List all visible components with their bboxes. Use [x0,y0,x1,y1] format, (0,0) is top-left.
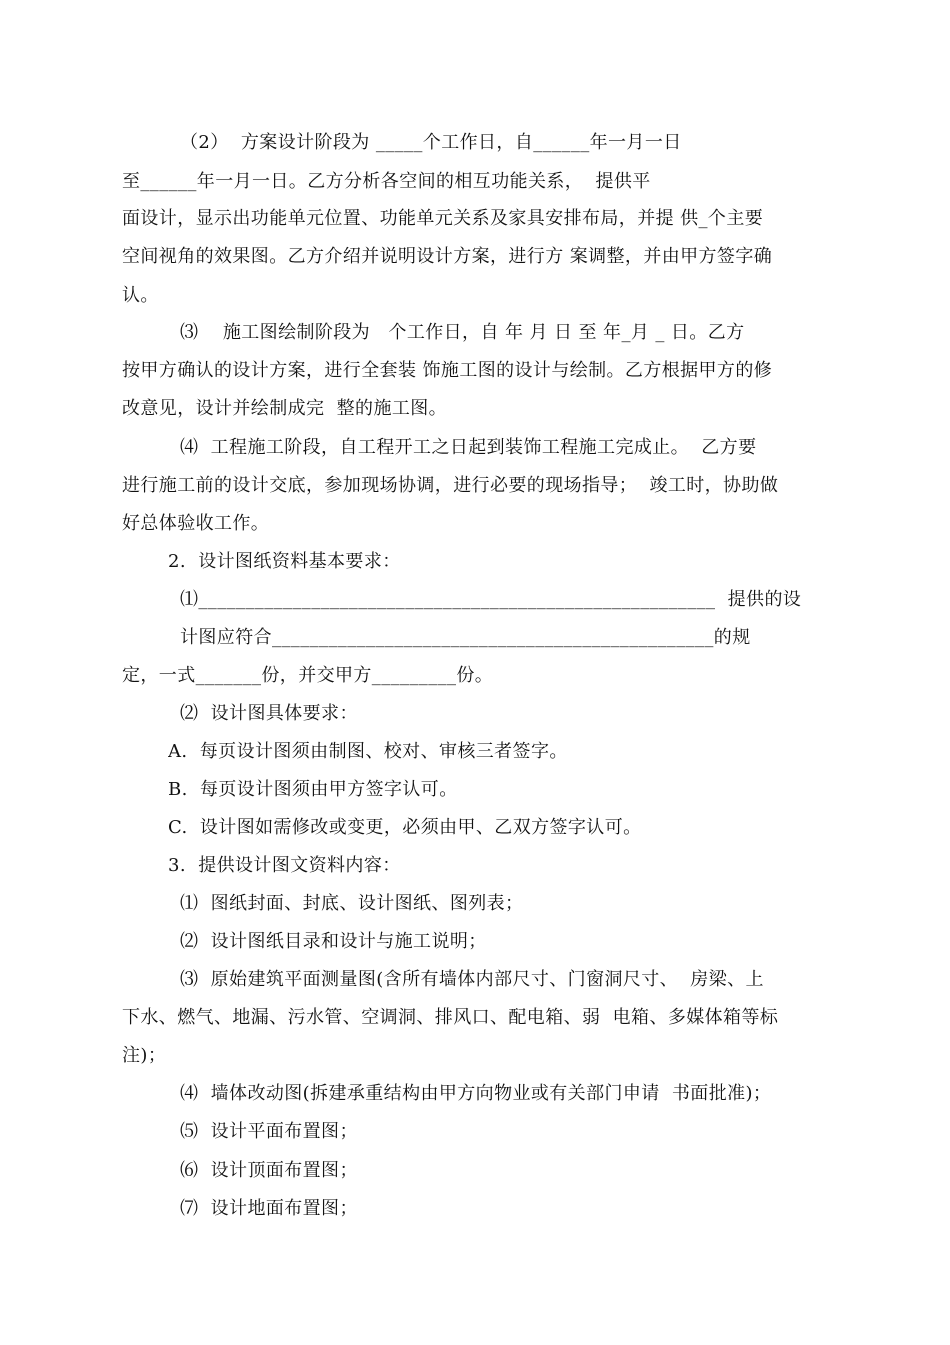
paragraph-line: 面设计，显示出功能单元位置、功能单元关系及家具安排布局，并提 供_个主要 [122,208,764,229]
paragraph-line: 改意见，设计并绘制成完 整的施工图。 [122,398,448,419]
list-item: ⑹ 设计顶面布置图； [180,1160,358,1181]
list-item: ⑺ 设计地面布置图； [180,1198,358,1219]
section-heading: 2. 设计图纸资料基本要求： [168,551,401,572]
paragraph-line: 空间视角的效果图。乙方介绍并说明设计方案，进行方 案调整，并由甲方签字确 [122,246,773,267]
paragraph-line: ⑴_______________________________________________________ 提供的设 [180,589,802,610]
paragraph-line: 至______年一月一日。乙方分析各空间的相互功能关系， 提供平 [122,171,651,192]
section-heading: 3. 提供设计图文资料内容： [168,855,401,876]
list-item: ⑵ 设计图具体要求： [180,703,358,724]
paragraph-line: 下水、燃气、地漏、污水管、空调洞、排风口、配电箱、弱 电箱、多媒体箱等标 [122,1007,779,1028]
paragraph-line: 注)； [122,1045,167,1066]
paragraph-line: 进行施工前的设计交底，参加现场协调，进行必要的现场指导； 竣工时，协助做 [122,475,779,496]
list-item: ⑴ 图纸封面、封底、设计图纸、图列表； [180,893,524,914]
list-item: ⑶ 原始建筑平面测量图(含所有墙体内部尺寸、门窗洞尺寸、 房梁、上 [180,969,764,990]
paragraph-line: （2） 方案设计阶段为 _____个工作日，自______年一月一日 [180,132,682,153]
list-item: ⑸ 设计平面布置图； [180,1121,358,1142]
list-item: A. 每页设计图须由制图、校对、审核三者签字。 [168,741,568,762]
paragraph-line: 按甲方确认的设计方案，进行全套装 饰施工图的设计与绘制。乙方根据甲方的修 [122,360,773,381]
list-item: ⑷ 墙体改动图(拆建承重结构由甲方向物业或有关部门申请 书面批准)； [180,1083,772,1104]
paragraph-line: ⑶ 施工图绘制阶段为 个工作日，自 年 月 日 至 年_月 _ 日。乙方 [180,322,745,343]
paragraph-line: ⑷ 工程施工阶段，自工程开工之日起到装饰工程施工完成止。 乙方要 [180,437,757,458]
paragraph-line: 认。 [122,285,159,306]
paragraph-line: 计图应符合_______________________________________________的规 [180,627,751,648]
list-item: B. 每页设计图须由甲方签字认可。 [168,779,458,800]
paragraph-line: 定，一式_______份，并交甲方_________份。 [122,665,494,686]
paragraph-line: 好总体验收工作。 [122,513,270,534]
list-item: C. 设计图如需修改或变更，必须由甲、乙双方签字认可。 [168,817,642,838]
list-item: ⑵ 设计图纸目录和设计与施工说明； [180,931,487,952]
